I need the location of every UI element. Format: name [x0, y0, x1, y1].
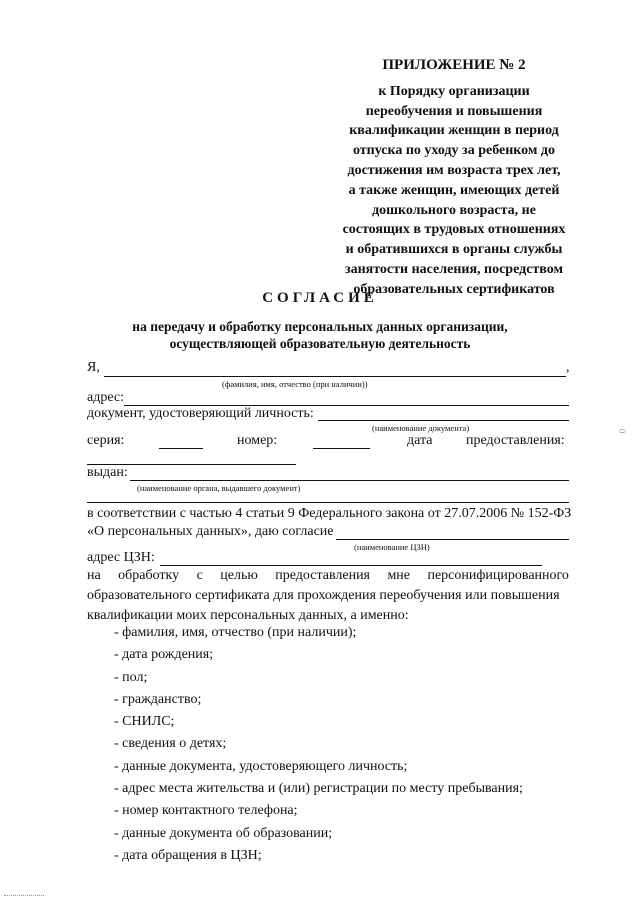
fio-field[interactable]	[104, 376, 566, 377]
list-item: - гражданство;	[114, 691, 202, 707]
id-document-field[interactable]	[318, 420, 569, 421]
date-label: дата	[407, 433, 433, 448]
number-field[interactable]	[313, 448, 370, 449]
appendix-line: квалификации женщин в период	[349, 123, 559, 139]
appendix-line: и обратившихся в органы службы	[345, 242, 563, 258]
subtitle-line: на передачу и обработку персональных данных организации,	[132, 319, 508, 334]
series-label: серия:	[87, 433, 125, 448]
appendix-line: к Порядку организации	[378, 83, 530, 99]
list-item: - номер контактного телефона;	[114, 803, 298, 819]
series-field[interactable]	[159, 448, 203, 449]
purpose-word: персонифицированного	[427, 568, 569, 583]
appendix-line: состоящих в трудовых отношениях	[342, 222, 566, 238]
side-mark: 0	[617, 428, 628, 434]
issued-by-field-continued[interactable]	[87, 502, 569, 503]
footer-scan-mark	[4, 895, 44, 896]
purpose-paragraph	[87, 566, 569, 627]
law-reference-line: в соответствии с частью 4 статьи 9 Федерального закона от 27.07.2006 № 152-ФЗ	[87, 506, 572, 521]
fio-comma: ,	[566, 360, 570, 375]
purpose-word: обработку	[118, 568, 180, 583]
address-label: адрес:	[87, 390, 125, 405]
number-label: номер:	[237, 433, 278, 448]
document-title: СОГЛАСИЕ	[262, 290, 378, 306]
fio-hint: (фамилия, имя, отчество (при наличии))	[222, 379, 368, 389]
list-item: - данные документа, удостоверяющего личность;	[114, 758, 408, 774]
czn-name-field[interactable]	[336, 539, 569, 540]
purpose-word: предоставления	[275, 568, 370, 583]
purpose-word: с	[196, 568, 203, 583]
list-item: - сведения о детях;	[114, 736, 227, 752]
purpose-line-3: квалификации моих персональных данных, а именно:	[87, 608, 409, 624]
purpose-line-2: образовательного сертификата для прохождения переобучения или повышения	[87, 588, 560, 604]
i-label: Я,	[87, 360, 100, 375]
issued-by-label: выдан:	[87, 465, 128, 480]
list-item: - фамилия, имя, отчество (при наличии);	[114, 625, 357, 640]
list-item: - дата рождения;	[114, 647, 214, 663]
appendix-line: переобучения и повышения	[365, 103, 543, 119]
czn-name-hint: (наименование ЦЗН)	[354, 542, 430, 552]
document-subtitle	[0, 318, 640, 352]
issued-by-field[interactable]	[130, 480, 569, 481]
list-item: - пол;	[114, 669, 148, 685]
purpose-word: мне	[387, 568, 411, 583]
appendix-number: ПРИЛОЖЕНИЕ № 2	[382, 57, 526, 73]
purpose-word: на	[87, 568, 101, 583]
appendix-line: а также женщин, имеющих детей	[348, 182, 560, 198]
issued-by-hint: (наименование органа, выдавшего документ)	[137, 483, 301, 493]
list-item: - адрес места жительства и (или) регистрации по месту пребывания;	[114, 781, 523, 797]
consent-to-line: «О персональных данных», даю согласие	[87, 524, 334, 539]
list-item: - дата обращения в ЦЗН;	[114, 847, 262, 863]
appendix-line: отпуска по уходу за ребенком до	[352, 143, 556, 159]
purpose-line-1	[87, 566, 569, 586]
id-document-hint: (наименование документа)	[372, 423, 470, 433]
appendix-line: образовательных сертификатов	[353, 281, 555, 297]
issue-date-label: предоставления:	[466, 433, 565, 448]
id-document-label: документ, удостоверяющий личность:	[87, 406, 314, 421]
list-item: - СНИЛС;	[114, 714, 175, 730]
purpose-word: целью	[220, 568, 258, 583]
appendix-line: достижения им возраста трех лет,	[347, 162, 561, 178]
czn-address-label: адрес ЦЗН:	[87, 550, 155, 565]
list-item: - данные документа об образовании;	[114, 825, 333, 841]
appendix-line: дошкольного возраста, не	[372, 202, 536, 218]
appendix-line: занятости населения, посредством	[344, 261, 564, 277]
appendix-header	[316, 56, 592, 300]
subtitle-line: осуществляющей образовательную деятельность	[169, 336, 471, 351]
personal-data-list	[114, 622, 523, 867]
